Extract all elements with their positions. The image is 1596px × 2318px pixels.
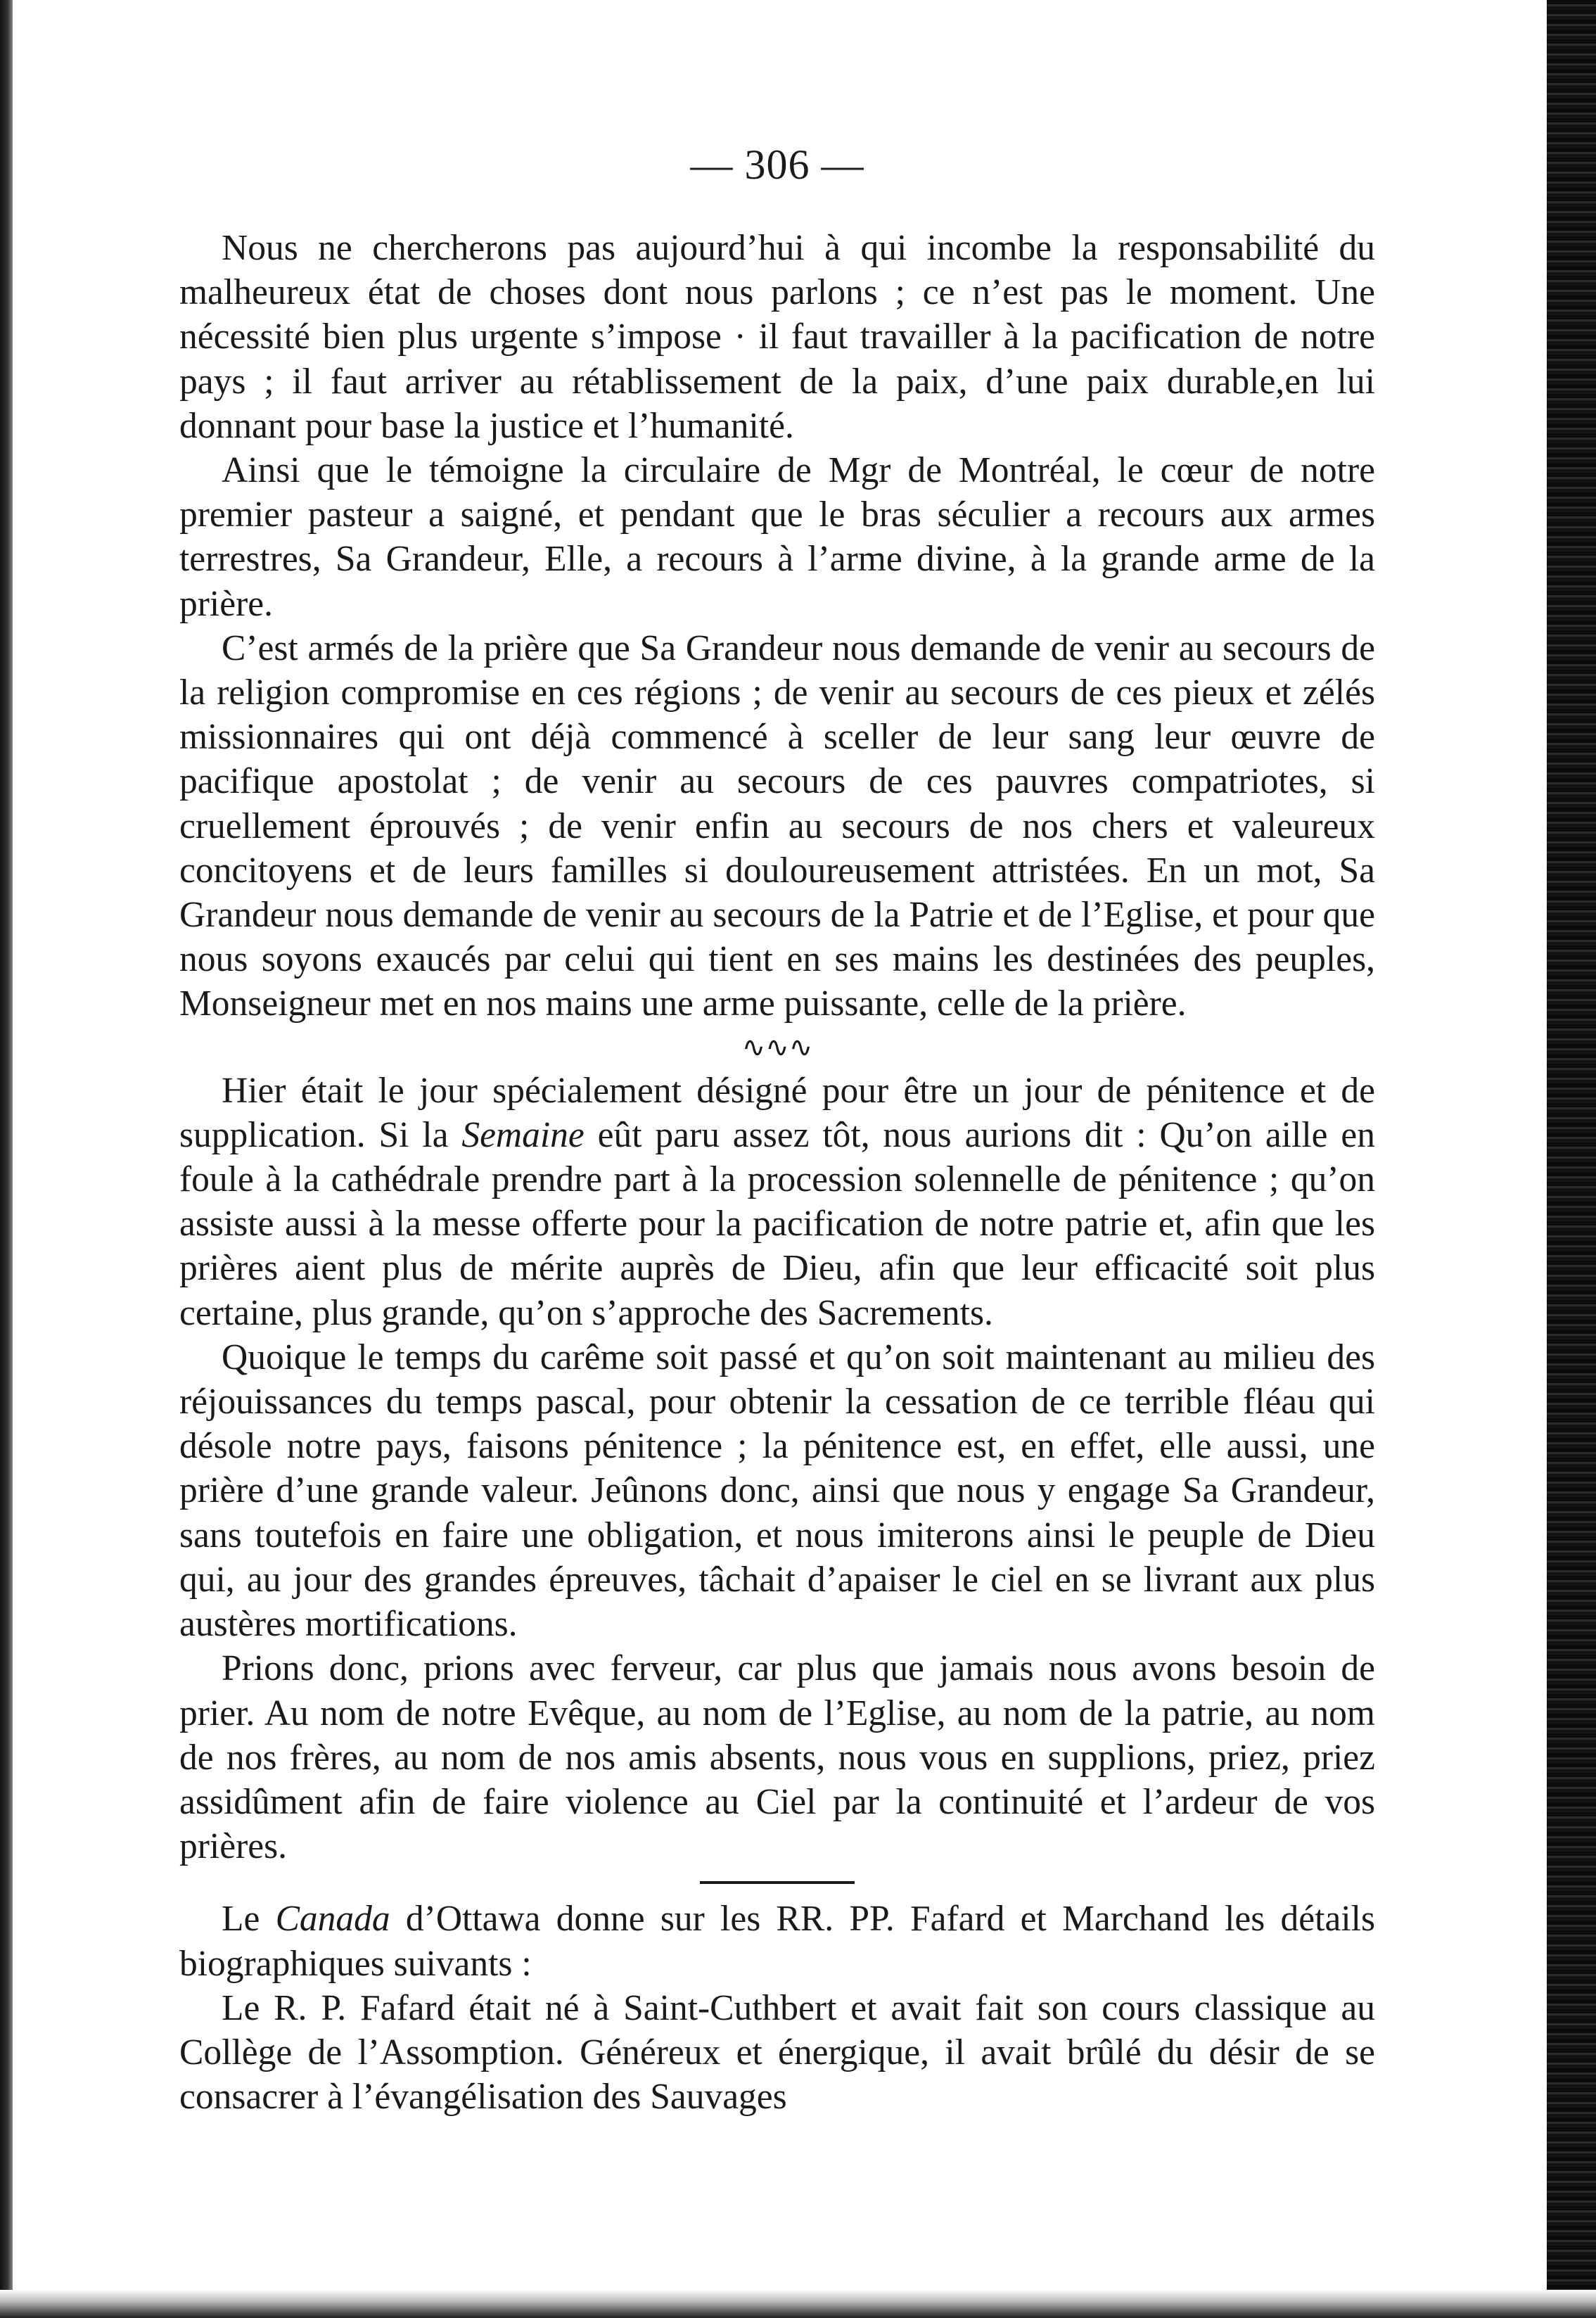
document-page <box>179 141 1375 2119</box>
paragraph-canada <box>179 1897 1375 1985</box>
paragraph-hier <box>179 1069 1375 1335</box>
text-span: eût paru assez tôt, nous aurions dit : Qu’on aille en foule à la cathédrale prendre part à la procession solennelle de pénitence ; qu’on assiste aussi à la messe offerte pour la pacification de notre patrie et, afin que les prières aient plus de mérite auprès de Dieu, afin que leur efficacité soit plus certaine, plus grande, qu’on s’approche des Sacrements. <box>179 1114 1376 1333</box>
section-rule <box>179 1868 1375 1897</box>
scan-left-edge <box>0 0 13 2318</box>
paragraph-quoique: Quoique le temps du carême soit passé et qu’on soit maintenant au milieu des réjouissances du temps pascal, pour obtenir la cessation de ce terrible fléau qui désole notre pays, faisons pénitence ; la pénitence est, en effet, elle aussi, une prière d’une grande valeur. Jeûnons donc, ainsi que nous y engage Sa Grandeur, sans toutefois en faire une obligation, et nous imiterons ainsi le peuple de Dieu qui, au jour des grandes épreuves, tâchait d’apaiser le ciel en se livrant aux plus austères mortifications. <box>179 1337 1375 1645</box>
scan-right-edge <box>1547 0 1596 2318</box>
body-text <box>179 226 1375 2119</box>
horizontal-rule <box>700 1881 855 1884</box>
paragraph-armes-priere: C’est armés de la prière que Sa Grandeur nous demande de venir au secours de la religion compromise en ces régions ; de venir au secours de ces pieux et zélés missionnaires qui ont déjà commencé à sceller de leur sang leur œuvre de pacifique apostolat ; de venir au secours de ces pauvres compatriotes, si cruellement éprouvés ; de venir enfin au secours de nos chers et valeureux concitoyens et de leurs familles si douloureusement attristées. En un mot, Sa Grandeur nous demande de venir au secours de la Patrie et de l’Eglise, et pour que nous soyons exaucés par celui qui tient en ses mains les destinées des peuples, Monseigneur met en nos mains une arme puissante, celle de la prière. <box>179 628 1375 1024</box>
text-span: Le <box>222 1899 276 1940</box>
ornament-divider: ∿∿∿ <box>741 1031 813 1063</box>
paragraph-responsabilite: Nous ne chercherons pas aujourd’hui à qui incombe la responsabilité du malheureux état de choses dont nous parlons ; ce n’est pas le moment. Une nécessité bien plus urgente s’impose · il faut travailler à la pacification de notre pays ; il faut arriver au rétablissement de la paix, d’une paix durable,en lui donnant pour base la justice et l’humanité. <box>179 228 1375 446</box>
paragraph-prions: Prions donc, prions avec ferveur, car plus que jamais nous avons besoin de prier. Au nom de notre Evêque, au nom de l’Eglise, au nom de la patrie, au nom de nos frères, au nom de nos amis absents, nous vous en supplions, priez, priez assidûment afin de faire violence au Ciel par la continuité et l’ardeur de vos prières. <box>179 1648 1375 1867</box>
text-span: d’Ottawa donne sur les RR. PP. Fafard et Marchand les détails biographiques suivants : <box>179 1899 1375 1984</box>
paragraph-fafard: Le R. P. Fafard était né à Saint-Cuthbert et avait fait son cours classique au Collège de l’Assomption. Généreux et énergique, il avait brûlé du désir de se consacrer à l’évangélisation des Sauvages <box>179 1987 1375 2118</box>
page-number: — 306 — <box>690 141 864 188</box>
canada-title: Canada <box>275 1899 390 1940</box>
paragraph-ainsi: Ainsi que le témoigne la circulaire de Mgr de Montréal, le cœur de notre premier pasteur a saigné, et pendant que le bras séculier a recours aux armes terrestres, Sa Grandeur, Elle, a recours à l’arme divine, à la grande arme de la prière. <box>179 450 1375 624</box>
text-span: Hier était le jour spécialement désigné pour être un jour de pénitence et de supplication. Si la <box>179 1070 1375 1155</box>
scan-bottom-edge <box>0 2290 1596 2318</box>
semaine-title: Semaine <box>461 1114 585 1155</box>
